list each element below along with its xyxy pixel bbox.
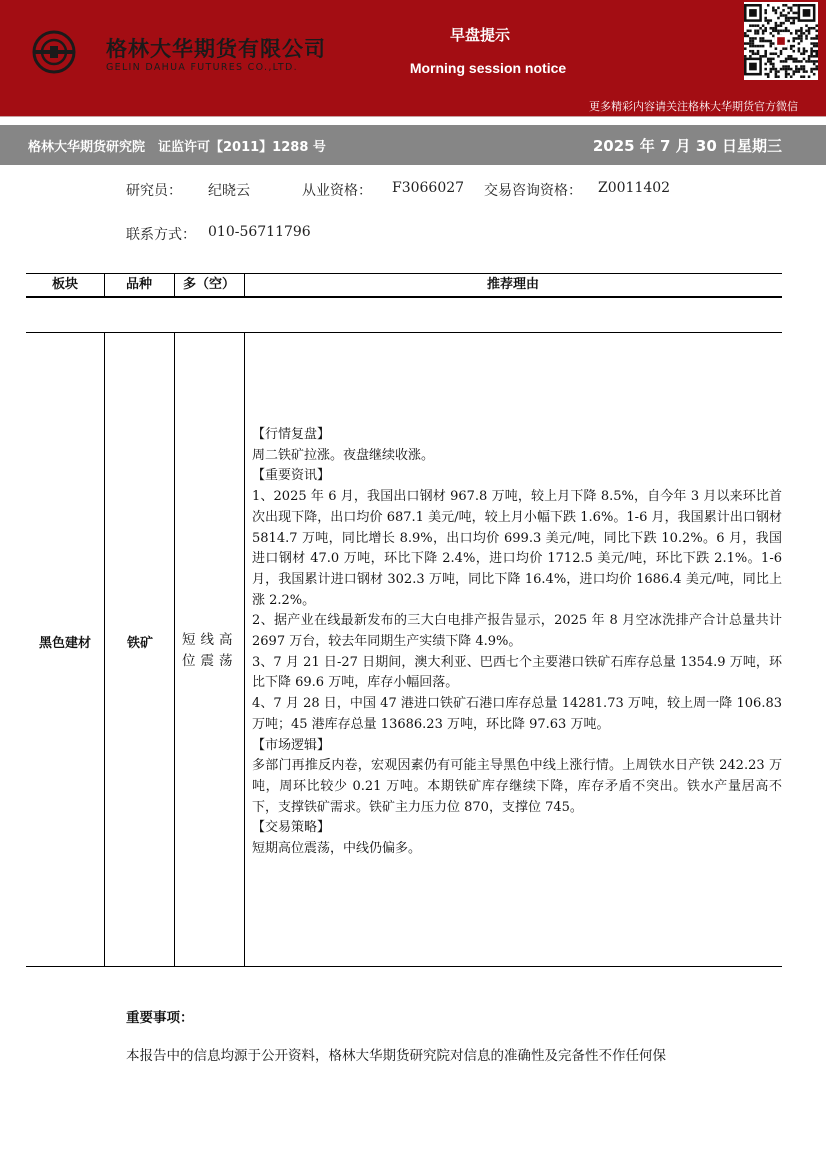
header-banner xyxy=(0,0,826,96)
reason-paragraph: 3、7 月 21 日-27 日期间，澳大利亚、巴西七个主要港口铁矿石库存总量 1354.9 万吨，环比下降 69.6 万吨，库存小幅回落。 xyxy=(252,654,782,691)
notes-body: 本报告中的信息均源于公开资料，格林大华期货研究院对信息的准确性及完备性不作任何保 xyxy=(126,1048,666,1064)
reason-heading-news: 【重要资讯】 xyxy=(252,468,331,484)
wechat-note: 更多精彩内容请关注格林大华期货官方微信 xyxy=(589,100,798,113)
reason-heading-logic: 【市场逻辑】 xyxy=(252,737,331,753)
table-row-border xyxy=(26,332,782,333)
reason-paragraph: 多部门再推反内卷，宏观因素仍有可能主导黑色中线上涨行情。上周铁水日产铁 242.23 万吨，周环比较少 0.21 万吨。本期铁矿库存继续下降，库存矛盾不突出。铁水产量居高不下，支撑铁矿需求。铁矿主力压力位 870，支撑位 745。 xyxy=(252,758,782,815)
header-direction: 多（空） xyxy=(182,277,235,292)
qualification-number: F3066027 xyxy=(392,180,465,196)
divider xyxy=(0,116,826,121)
consult-label: 交易咨询资格： xyxy=(484,183,582,199)
consult-number: Z0011402 xyxy=(598,180,671,196)
qualification-label: 从业资格： xyxy=(302,183,372,199)
header-reason: 推荐理由 xyxy=(486,277,539,292)
reason-paragraph: 4、7 月 28 日，中国 47 港进口铁矿石港口库存总量 14281.73 万吨，较上周一降 106.83 万吨；45 港库存总量 13686.23 万吨，环比降 97.63 万吨。 xyxy=(252,696,782,732)
col-divider xyxy=(244,333,245,966)
notice-title-en: Morning session notice xyxy=(409,60,567,76)
institute-license: 格林大华期货研究院 证监许可【2011】1288 号 xyxy=(28,140,326,155)
cell-variety: 铁矿 xyxy=(126,636,153,651)
wechat-bar xyxy=(0,96,826,116)
reason-paragraph: 周二铁矿拉涨。夜盘继续收涨。 xyxy=(252,447,435,463)
table-bottom-border xyxy=(26,966,782,967)
cell-sector: 黑色建材 xyxy=(38,636,91,651)
info-bar xyxy=(0,125,826,165)
reason-paragraph: 短期高位震荡，中线仍偏多。 xyxy=(252,841,422,857)
company-name-cn: 格林大华期货有限公司 xyxy=(106,37,326,61)
col-divider xyxy=(174,333,175,966)
report-date: 2025 年 7 月 30 日星期三 xyxy=(592,137,782,155)
company-name-en: GELIN DAHUA FUTURES CO.,LTD. xyxy=(106,62,298,73)
notice-title-cn: 早盘提示 xyxy=(449,26,510,44)
col-divider xyxy=(104,333,105,966)
qr-code-icon xyxy=(744,2,818,80)
researcher-name: 纪晓云 xyxy=(208,183,250,199)
header-sector: 板块 xyxy=(51,277,78,292)
reason-paragraph: 2、据产业在线最新发布的三大白电排产报告显示，2025 年 8 月空冰洗排产合计总量共计 2697 万台，较去年同期生产实绩下降 4.9%。 xyxy=(252,613,782,650)
table-header-border xyxy=(26,296,782,298)
contact-label: 联系方式： xyxy=(126,227,196,243)
notes-title: 重要事项： xyxy=(126,1010,194,1026)
contact-phone: 010-56711796 xyxy=(208,224,311,240)
reason-heading-review: 【行情复盘】 xyxy=(252,427,331,442)
researcher-name-label: 研究员： xyxy=(126,183,182,199)
reason-paragraph: 1、2025 年 6 月，我国出口钢材 967.8 万吨，较上月下降 8.5%，自今年 3 月以来环比首次出现下降，出口均价 687.1 美元/吨，较上月小幅下跌 1.6%。1-6 月，我国累计出口钢材 5814.7 万吨，同比增长 8.9%，出口均价 699.3 美元/吨，同比下跌 10.2%。6 月，我国进口钢材 47.0 万吨，环比下降 2.4%，进口均价 1712.5 美元/吨，环比下跌 2.1%。1-6 月，我国累计进口钢材 302.3 万吨，同比下降 16.4%，进口均价 1686.4 美元/吨，同比上涨 2.2%。 xyxy=(252,489,782,608)
reason-heading-strategy: 【交易策略】 xyxy=(252,820,331,836)
header-variety: 品种 xyxy=(125,277,152,292)
cell-direction: 短线高位震荡 xyxy=(182,632,238,669)
company-logo-icon xyxy=(32,30,76,74)
cell-reason xyxy=(252,425,782,860)
